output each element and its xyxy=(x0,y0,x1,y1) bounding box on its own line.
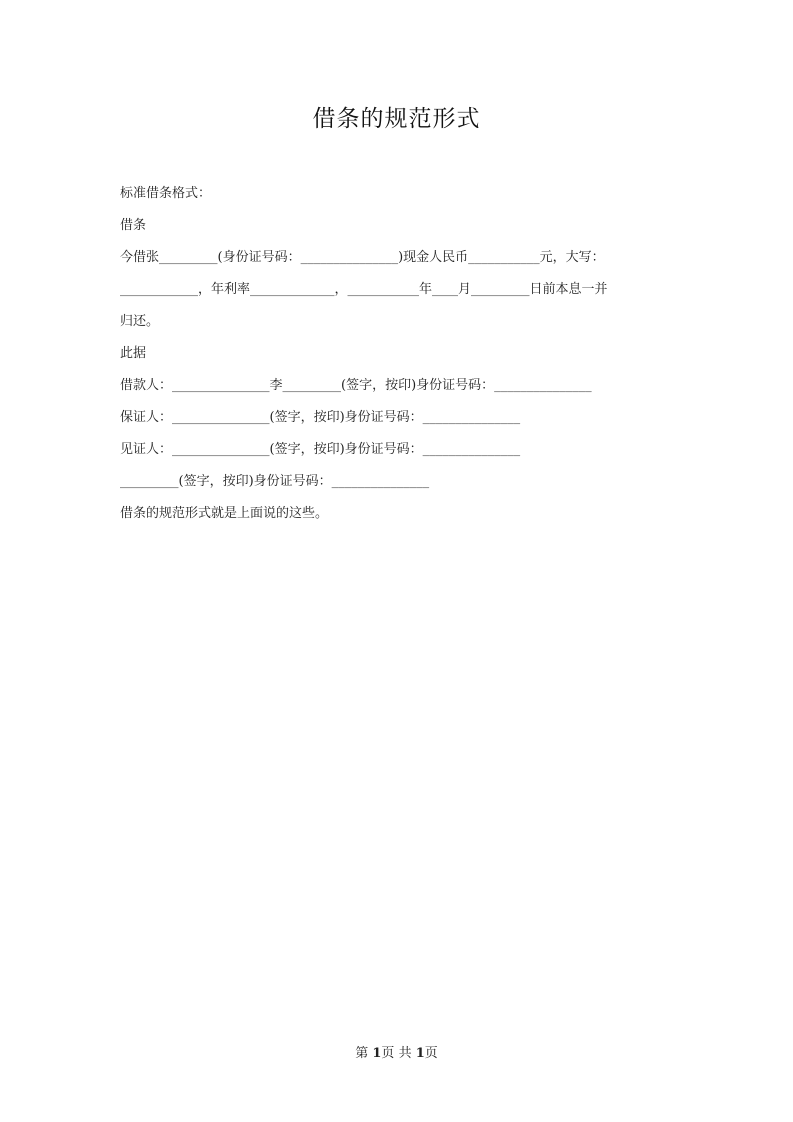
loan-line-3: 归还。 xyxy=(120,314,160,329)
document-body xyxy=(120,184,675,536)
current-page-number: 1 xyxy=(372,1046,382,1061)
witness-line: 见证人：_______________(签字，按印)身份证号码：_______________ xyxy=(120,442,521,457)
guarantor-line: 保证人：_______________(签字，按印)身份证号码：_______________ xyxy=(120,410,521,425)
page-label-3: 页 xyxy=(424,1046,438,1061)
page-label-2: 页 xyxy=(381,1046,395,1061)
loan-line-2: ____________，年利率_____________，___________年____月_________日前本息一并 xyxy=(120,282,608,297)
format-heading: 标准借条格式： xyxy=(120,186,212,201)
signature-line: _________(签字，按印)身份证号码：_______________ xyxy=(120,474,430,489)
borrower-line: 借款人：_______________李_________(签字，按印)身份证号码：_______________ xyxy=(120,378,592,393)
total-label: 共 xyxy=(398,1046,412,1061)
total-page-number: 1 xyxy=(415,1046,425,1061)
page-label-1: 第 xyxy=(355,1046,369,1061)
loan-line-1: 今借张_________(身份证号码：_______________)现金人民币___________元，大写： xyxy=(120,250,605,265)
summary-line: 借条的规范形式就是上面说的这些。 xyxy=(120,506,329,521)
note-heading: 借条 xyxy=(120,218,147,233)
closing-phrase: 此据 xyxy=(120,346,147,361)
page-footer xyxy=(0,1042,793,1061)
document-title: 借条的规范形式 xyxy=(312,106,481,132)
